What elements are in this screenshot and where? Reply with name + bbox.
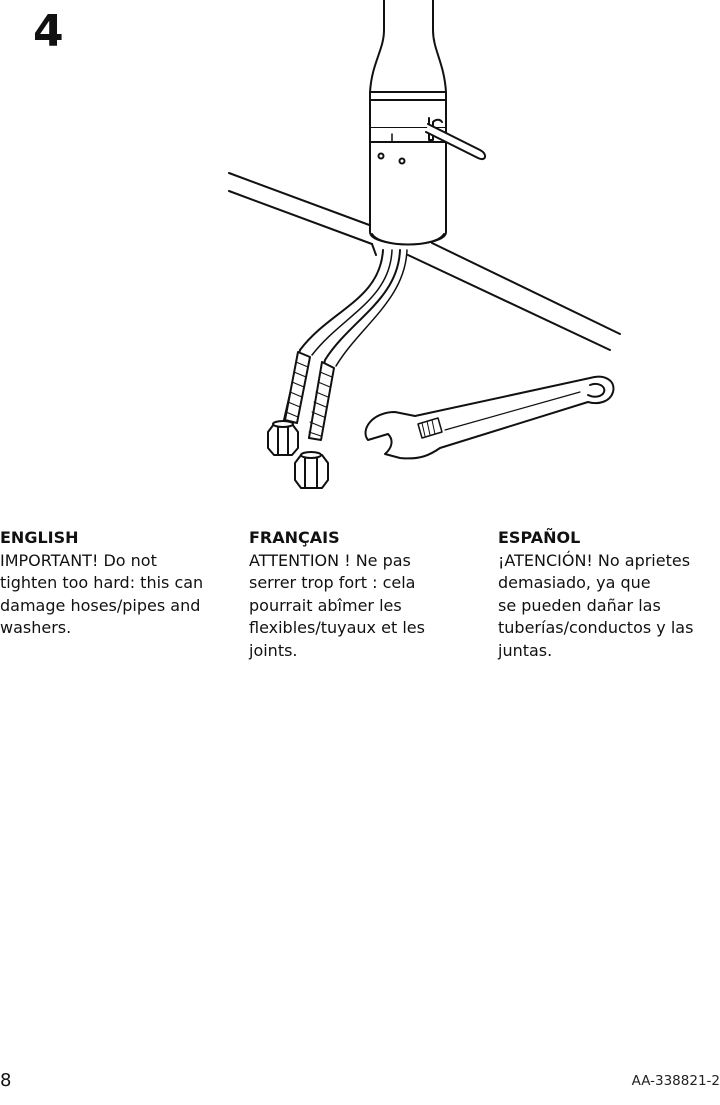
page-number: 8 <box>0 1070 12 1091</box>
text-line: juntas. <box>498 640 553 660</box>
text-line: tuberías/conductos y las <box>498 618 694 637</box>
text-line: IMPORTANT! Do not <box>0 550 157 570</box>
text-line: pourrait abîmer les <box>249 595 402 615</box>
text-line: flexibles/tuyaux et les <box>249 618 425 637</box>
text-line: tighten too hard: this can <box>0 573 204 592</box>
text-line: ¡ATENCIÓN! No aprietes <box>498 550 691 570</box>
text-line: serrer trop fort : cela <box>249 573 416 592</box>
text-espanol <box>498 550 720 663</box>
text-line: se pueden dañar las <box>498 595 661 615</box>
faucet-icon <box>370 0 485 245</box>
text-line: demasiado, ya que <box>498 573 651 592</box>
text-english <box>0 550 225 640</box>
text-line: ATTENTION ! Ne pas <box>249 550 411 570</box>
adjustable-wrench-icon <box>366 377 614 459</box>
text-line: joints. <box>249 640 298 660</box>
instruction-francais <box>249 527 474 662</box>
text-line: damage hoses/pipes and <box>0 595 201 615</box>
assembly-illustration <box>0 0 720 510</box>
heading-espanol: ESPAÑOL <box>498 528 581 547</box>
instruction-english <box>0 527 225 640</box>
document-code: AA-338821-2 <box>631 1073 720 1089</box>
step-number: 4 <box>33 6 63 57</box>
heading-english: ENGLISH <box>0 528 79 547</box>
heading-francais: FRANÇAIS <box>249 528 340 547</box>
instruction-espanol <box>498 527 720 662</box>
text-francais <box>249 550 474 663</box>
text-line: washers. <box>0 618 72 637</box>
